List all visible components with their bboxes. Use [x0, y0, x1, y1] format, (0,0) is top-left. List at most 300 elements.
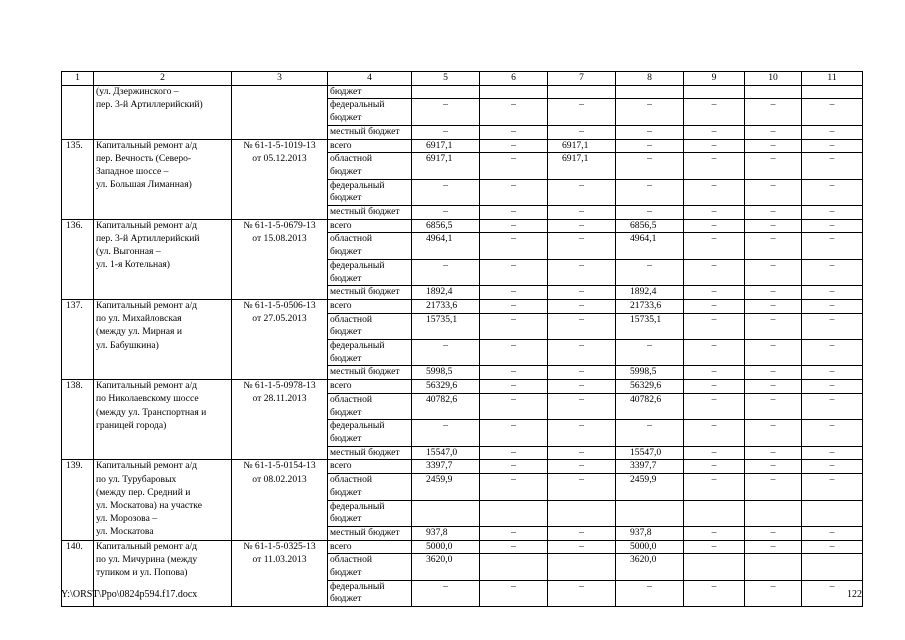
col8-value: – — [616, 99, 684, 112]
col11-value: – — [802, 313, 863, 326]
object-name: Капитальный ремонт а/д — [94, 299, 232, 313]
total-value: 6856,5 — [412, 219, 480, 233]
col10-value — [745, 192, 802, 205]
total-value: 2459,9 — [412, 474, 480, 487]
table-row — [62, 446, 863, 460]
col11-value: – — [802, 286, 863, 300]
total-value — [412, 85, 480, 99]
col6-value — [480, 273, 548, 286]
column-header: 11 — [802, 72, 863, 86]
budget-type: бюджет — [328, 326, 412, 339]
total-value: – — [412, 580, 480, 593]
row-number — [62, 206, 94, 220]
col9-value — [684, 246, 745, 259]
contract-number — [232, 420, 328, 433]
object-name: ул. Бабушкина) — [94, 340, 232, 353]
contract-number: от 08.02.2013 — [232, 474, 328, 487]
col7-value — [548, 326, 616, 339]
col11-value: – — [802, 540, 863, 554]
total-value — [412, 513, 480, 526]
contract-number — [232, 580, 328, 593]
object-name — [94, 433, 232, 446]
col11-value: – — [802, 259, 863, 272]
col10-value: – — [745, 286, 802, 300]
document-path: Y:\ORST\Ppo\0824p594.f17.docx — [61, 589, 198, 600]
col11-value: – — [802, 139, 863, 153]
budget-type: бюджет — [328, 192, 412, 205]
row-number — [62, 179, 94, 192]
col8-value — [616, 487, 684, 500]
total-value: – — [412, 420, 480, 433]
col9-value — [684, 513, 745, 526]
col9-value — [684, 273, 745, 286]
total-value: 15547,0 — [412, 446, 480, 460]
col7-value: – — [548, 233, 616, 246]
col9-value — [684, 407, 745, 420]
contract-number — [232, 366, 328, 380]
col6-value — [480, 554, 548, 567]
budget-type: бюджет — [328, 593, 412, 606]
col11-value: – — [802, 366, 863, 380]
col11-value — [802, 166, 863, 179]
column-header: 5 — [412, 72, 480, 86]
contract-number: № 61-1-5-0679-13 — [232, 219, 328, 233]
table-row — [62, 326, 863, 339]
col11-value — [802, 353, 863, 366]
col10-value — [745, 112, 802, 125]
col7-value: – — [548, 380, 616, 394]
object-name: ул. 1-я Котельная) — [94, 259, 232, 272]
budget-type: местный бюджет — [328, 526, 412, 540]
column-header: 8 — [616, 72, 684, 86]
col7-value: 6917,1 — [548, 139, 616, 153]
col7-value — [548, 112, 616, 125]
table-row — [62, 125, 863, 139]
contract-number — [232, 446, 328, 460]
col9-value — [684, 593, 745, 606]
row-number — [62, 286, 94, 300]
col11-value: – — [802, 99, 863, 112]
col8-value — [616, 567, 684, 580]
budget-type: всего — [328, 460, 412, 474]
contract-number — [232, 513, 328, 526]
col6-value — [480, 326, 548, 339]
col10-value — [745, 353, 802, 366]
col10-value: – — [745, 299, 802, 313]
budget-type: бюджет — [328, 85, 412, 99]
col6-value — [480, 246, 548, 259]
budget-type: всего — [328, 540, 412, 554]
col11-value — [802, 192, 863, 205]
col9-value: – — [684, 233, 745, 246]
budget-type: местный бюджет — [328, 206, 412, 220]
table-row — [62, 179, 863, 192]
budget-type: бюджет — [328, 433, 412, 446]
col8-value: 4964,1 — [616, 233, 684, 246]
table-row — [62, 500, 863, 513]
col9-value — [684, 353, 745, 366]
budget-type: бюджет — [328, 487, 412, 500]
col8-value: 5998,5 — [616, 366, 684, 380]
col10-value — [745, 166, 802, 179]
object-name — [94, 192, 232, 205]
col10-value: – — [745, 139, 802, 153]
col11-value — [802, 433, 863, 446]
object-name: ул. Большая Лиманная) — [94, 179, 232, 192]
col7-value — [548, 407, 616, 420]
col8-value: – — [616, 125, 684, 139]
col6-value: – — [480, 313, 548, 326]
contract-number — [232, 179, 328, 192]
contract-number — [232, 433, 328, 446]
col10-value: – — [745, 446, 802, 460]
total-value — [412, 500, 480, 513]
col10-value — [745, 407, 802, 420]
col6-value: – — [480, 460, 548, 474]
col10-value: – — [745, 526, 802, 540]
table-row — [62, 526, 863, 540]
col10-value — [745, 554, 802, 567]
budget-type: областной — [328, 474, 412, 487]
budget-type: федеральный — [328, 259, 412, 272]
table-row — [62, 166, 863, 179]
col11-value — [802, 112, 863, 125]
col8-value: – — [616, 340, 684, 353]
row-number — [62, 420, 94, 433]
col7-value — [548, 500, 616, 513]
row-number — [62, 526, 94, 540]
object-name: Капитальный ремонт а/д — [94, 540, 232, 554]
object-name — [94, 206, 232, 220]
col8-value: – — [616, 179, 684, 192]
col7-value: – — [548, 313, 616, 326]
col8-value — [616, 500, 684, 513]
col9-value — [684, 433, 745, 446]
col11-value: – — [802, 125, 863, 139]
table-row — [62, 353, 863, 366]
table-row — [62, 246, 863, 259]
col8-value — [616, 353, 684, 366]
contract-number — [232, 112, 328, 125]
col8-value — [616, 433, 684, 446]
total-value: 937,8 — [412, 526, 480, 540]
table-row — [62, 393, 863, 406]
col10-value: – — [745, 460, 802, 474]
budget-type: местный бюджет — [328, 446, 412, 460]
total-value: – — [412, 179, 480, 192]
total-value — [412, 246, 480, 259]
budget-type: бюджет — [328, 407, 412, 420]
budget-type: областной — [328, 233, 412, 246]
contract-number — [232, 526, 328, 540]
col11-value: – — [802, 299, 863, 313]
col8-value — [616, 593, 684, 606]
col8-value: 3620,0 — [616, 554, 684, 567]
col9-value: – — [684, 99, 745, 112]
row-number: 139. — [62, 460, 94, 474]
col11-value — [802, 567, 863, 580]
contract-number: № 61-1-5-0325-13 — [232, 540, 328, 554]
col11-value: – — [802, 179, 863, 192]
object-name: (ул. Дзержинского – — [94, 85, 232, 99]
col9-value — [684, 554, 745, 567]
total-value: – — [412, 259, 480, 272]
contract-number — [232, 567, 328, 580]
row-number — [62, 366, 94, 380]
table-row — [62, 407, 863, 420]
row-number — [62, 393, 94, 406]
column-header: 1 — [62, 72, 94, 86]
total-value — [412, 166, 480, 179]
col7-value: – — [548, 420, 616, 433]
row-number — [62, 340, 94, 353]
budget-type: областной — [328, 313, 412, 326]
col6-value — [480, 112, 548, 125]
col10-value: – — [745, 99, 802, 112]
budget-type: местный бюджет — [328, 366, 412, 380]
table-row — [62, 85, 863, 99]
col10-value: – — [745, 340, 802, 353]
column-header: 2 — [94, 72, 232, 86]
col7-value — [548, 567, 616, 580]
col9-value — [684, 166, 745, 179]
col7-value: – — [548, 460, 616, 474]
row-number — [62, 433, 94, 446]
col11-value — [802, 326, 863, 339]
table-row — [62, 540, 863, 554]
col11-value — [802, 513, 863, 526]
column-header: 7 — [548, 72, 616, 86]
col6-value: – — [480, 99, 548, 112]
object-name — [94, 125, 232, 139]
total-value: 1892,4 — [412, 286, 480, 300]
col6-value: – — [480, 380, 548, 394]
col7-value — [548, 273, 616, 286]
contract-number: № 61-1-5-0154-13 — [232, 460, 328, 474]
col9-value: – — [684, 366, 745, 380]
table-row — [62, 380, 863, 394]
col7-value: – — [548, 580, 616, 593]
col6-value — [480, 85, 548, 99]
row-number: 138. — [62, 380, 94, 394]
row-number — [62, 233, 94, 246]
object-name: пер. Вечность (Северо- — [94, 153, 232, 166]
table-row — [62, 299, 863, 313]
col9-value: – — [684, 540, 745, 554]
col6-value: – — [480, 340, 548, 353]
budget-type: областной — [328, 554, 412, 567]
row-number — [62, 166, 94, 179]
col6-value: – — [480, 286, 548, 300]
col6-value — [480, 500, 548, 513]
budget-type: всего — [328, 139, 412, 153]
row-number — [62, 259, 94, 272]
col9-value — [684, 487, 745, 500]
contract-number — [232, 340, 328, 353]
col6-value — [480, 567, 548, 580]
total-value: – — [412, 125, 480, 139]
col8-value: – — [616, 206, 684, 220]
col10-value: – — [745, 474, 802, 487]
object-name: пер. 3-й Артиллерийский — [94, 233, 232, 246]
col8-value — [616, 513, 684, 526]
total-value — [412, 112, 480, 125]
col8-value: 3397,7 — [616, 460, 684, 474]
total-value: 21733,6 — [412, 299, 480, 313]
object-name: тупиком и ул. Попова) — [94, 567, 232, 580]
col8-value — [616, 407, 684, 420]
object-name: (ул. Выгонная – — [94, 246, 232, 259]
total-value: 6917,1 — [412, 153, 480, 166]
object-name: Капитальный ремонт а/д — [94, 380, 232, 394]
table-row — [62, 112, 863, 125]
col10-value: – — [745, 233, 802, 246]
col9-value: – — [684, 125, 745, 139]
object-name: Капитальный ремонт а/д — [94, 139, 232, 153]
contract-number: № 61-1-5-0506-13 — [232, 299, 328, 313]
table-row — [62, 192, 863, 205]
col7-value — [548, 487, 616, 500]
contract-number — [232, 246, 328, 259]
col7-value: – — [548, 446, 616, 460]
col8-value — [616, 326, 684, 339]
col7-value — [548, 166, 616, 179]
col8-value — [616, 273, 684, 286]
row-number — [62, 353, 94, 366]
row-number — [62, 85, 94, 99]
col9-value — [684, 567, 745, 580]
col9-value — [684, 500, 745, 513]
column-header: 10 — [745, 72, 802, 86]
col9-value: – — [684, 139, 745, 153]
col10-value: – — [745, 153, 802, 166]
object-name: по ул. Михайловская — [94, 313, 232, 326]
col10-value — [745, 85, 802, 99]
budget-type: бюджет — [328, 166, 412, 179]
object-name: (между пер. Средний и — [94, 487, 232, 500]
col9-value: – — [684, 299, 745, 313]
contract-number — [232, 353, 328, 366]
total-value — [412, 487, 480, 500]
col10-value — [745, 513, 802, 526]
col9-value: – — [684, 179, 745, 192]
col10-value — [745, 273, 802, 286]
col7-value: – — [548, 259, 616, 272]
col7-value: – — [548, 393, 616, 406]
col9-value: – — [684, 526, 745, 540]
col7-value: – — [548, 206, 616, 220]
col7-value: – — [548, 125, 616, 139]
col6-value: – — [480, 474, 548, 487]
row-number — [62, 313, 94, 326]
total-value — [412, 433, 480, 446]
row-number — [62, 446, 94, 460]
col6-value — [480, 487, 548, 500]
object-name — [94, 366, 232, 380]
contract-number — [232, 286, 328, 300]
col10-value: – — [745, 420, 802, 433]
table-row — [62, 273, 863, 286]
object-name — [94, 273, 232, 286]
total-value: 4964,1 — [412, 233, 480, 246]
col7-value: – — [548, 179, 616, 192]
contract-number: от 27.05.2013 — [232, 313, 328, 326]
col9-value — [684, 192, 745, 205]
row-number — [62, 153, 94, 166]
budget-type: бюджет — [328, 513, 412, 526]
col7-value: – — [548, 340, 616, 353]
col8-value — [616, 85, 684, 99]
table-row — [62, 139, 863, 153]
col10-value: – — [745, 580, 802, 593]
col10-value: – — [745, 380, 802, 394]
object-name: Западное шоссе – — [94, 166, 232, 179]
contract-number — [232, 273, 328, 286]
col6-value — [480, 433, 548, 446]
total-value: 15735,1 — [412, 313, 480, 326]
col9-value: – — [684, 420, 745, 433]
col7-value — [548, 246, 616, 259]
col11-value: – — [802, 393, 863, 406]
table-row — [62, 554, 863, 567]
object-name: ул. Морозова – — [94, 513, 232, 526]
col7-value: – — [548, 286, 616, 300]
col9-value — [684, 112, 745, 125]
budget-type: бюджет — [328, 246, 412, 259]
table-row — [62, 433, 863, 446]
col9-value: – — [684, 393, 745, 406]
budget-type: бюджет — [328, 273, 412, 286]
contract-number — [232, 593, 328, 606]
contract-number — [232, 166, 328, 179]
table-row — [62, 259, 863, 272]
col11-value — [802, 554, 863, 567]
col8-value: – — [616, 153, 684, 166]
row-number: 137. — [62, 299, 94, 313]
col9-value — [684, 85, 745, 99]
col11-value: – — [802, 420, 863, 433]
table-row — [62, 313, 863, 326]
col8-value: 15735,1 — [616, 313, 684, 326]
col8-value: 2459,9 — [616, 474, 684, 487]
budget-type: всего — [328, 380, 412, 394]
total-value — [412, 407, 480, 420]
col8-value: 40782,6 — [616, 393, 684, 406]
col9-value: – — [684, 446, 745, 460]
budget-type: федеральный — [328, 99, 412, 112]
col6-value — [480, 192, 548, 205]
object-name: (между ул. Мирная и — [94, 326, 232, 339]
total-value — [412, 192, 480, 205]
object-name: ул. Москатова — [94, 526, 232, 540]
col6-value — [480, 513, 548, 526]
total-value — [412, 273, 480, 286]
col7-value: – — [548, 219, 616, 233]
col8-value: – — [616, 139, 684, 153]
col11-value — [802, 500, 863, 513]
contract-number — [232, 259, 328, 272]
col6-value: – — [480, 393, 548, 406]
row-number: 136. — [62, 219, 94, 233]
row-number — [62, 567, 94, 580]
table-row — [62, 233, 863, 246]
object-name: ул. Москатова) на участке — [94, 500, 232, 513]
total-value: 56329,6 — [412, 380, 480, 394]
col11-value: – — [802, 340, 863, 353]
col9-value: – — [684, 460, 745, 474]
col9-value: – — [684, 259, 745, 272]
col7-value: – — [548, 526, 616, 540]
